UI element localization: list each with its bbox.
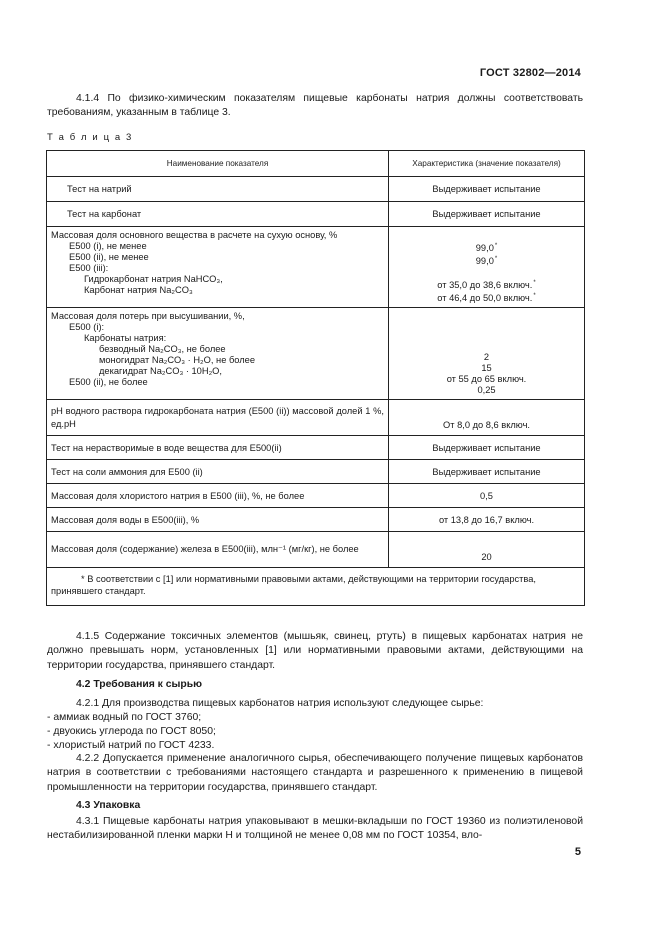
table-row	[47, 460, 585, 484]
row-subitem: Е500 (iii):	[69, 263, 109, 273]
row-subitem: Гидрокарбонат натрия NaHCO₃,	[84, 274, 223, 284]
row-name-multiline	[47, 227, 389, 308]
footnote-mark: *	[494, 256, 498, 263]
table-row	[47, 177, 585, 202]
paragraph-4-1-5: 4.1.5 Содержание токсичных элементов (мышьяк, свинец, ртуть) в пищевых карбонатах натрия не должно превышать норм, установленных [1] или нормативными правовыми актами, действующими на территории государства, принявшего стандарт.	[47, 631, 583, 671]
row-values-multiline	[389, 308, 585, 400]
row-subitem: Карбонаты натрия:	[84, 333, 167, 344]
paragraph-4-2-1: 4.2.1 Для производства пищевых карбонатов натрия используют следующее сырье:	[76, 698, 484, 709]
list-item: - аммиак водный по ГОСТ 3760;	[47, 712, 202, 723]
table-header-row	[47, 151, 585, 177]
row-subitem: моногидрат Na₂CO₃ · H₂O, не более	[99, 355, 256, 366]
paragraph-4-2-2: 4.2.2 Допускается применение аналогичного сырья, обеспечивающего получение пищевых карбонатов натрия в соответствии с требованиями настоящего стандарта и разрешенного к применению в пищевой промышленности на территории государства, принявшего стандарт.	[47, 753, 583, 793]
row-value: 15	[481, 363, 492, 374]
table-caption: Т а б л и ц а 3	[47, 132, 133, 143]
paragraph-4-3-1: 4.3.1 Пищевые карбонаты натрия упаковывают в мешки-вкладыши по ГОСТ 19360 из полиэтиленовой нестабилизированной пленки марки Н и толщиной не менее 0,08 мм по ГОСТ 10354, вло-	[47, 816, 583, 842]
row-subitem: Е500 (ii), не более	[69, 377, 148, 388]
row-name-multiline	[47, 308, 389, 400]
row-subitem: Карбонат натрия Na₂CO₃	[84, 285, 193, 295]
section-heading-4-3: 4.3 Упаковка	[76, 800, 141, 811]
table-row	[47, 484, 585, 508]
row-value: от 13,8 до 16,7 включ.	[389, 508, 585, 532]
indicators-table	[46, 150, 585, 606]
table-row	[47, 508, 585, 532]
row-value: Выдерживает испытание	[389, 436, 585, 460]
footnote-mark: *	[533, 293, 536, 300]
table-row	[47, 227, 585, 308]
list-item: - хлористый натрий по ГОСТ 4233.	[47, 740, 215, 751]
table-row	[47, 436, 585, 460]
row-name: рН водного раствора гидрокарбоната натрия (Е500 (ii)) массовой долей 1 %, ед.рН	[47, 400, 389, 436]
row-value: 20	[389, 532, 585, 568]
paragraph-4-1-4: 4.1.4 По физико-химическим показателям пищевые карбонаты натрия должны соответствовать требованиям, указанным в таблице 3.	[47, 93, 583, 119]
list-item: - двуокись углерода по ГОСТ 8050;	[47, 726, 216, 737]
row-subitem: Е500 (i), не менее	[69, 241, 147, 251]
row-name: Массовая доля хлористого натрия в Е500 (iii), %, не более	[47, 484, 389, 508]
column-header-name: Наименование показателя	[47, 151, 389, 177]
footnote-mark: *	[533, 280, 536, 287]
row-value: 0,25	[477, 385, 496, 396]
row-value: 99,0*	[475, 256, 498, 267]
row-value: От 8,0 до 8,6 включ.	[389, 400, 585, 436]
row-value: 99,0*	[475, 243, 498, 254]
table-footnote-row	[47, 568, 585, 606]
row-name: Массовая доля основного вещества в расчете на сухую основу, %	[51, 230, 338, 240]
row-value: от 55 до 65 включ.	[446, 374, 527, 385]
row-name: Тест на соли аммония для Е500 (ii)	[47, 460, 389, 484]
row-value: Выдерживает испытание	[389, 460, 585, 484]
row-name: Тест на нерастворимые в воде вещества для Е500(ii)	[47, 436, 389, 460]
row-name: Массовая доля потерь при высушивании, %,	[51, 311, 245, 322]
table-footnote: * В соответствии с [1] или нормативными правовыми актами, действующими на территории государства, принявшего стандарт.	[47, 568, 585, 606]
row-name: Массовая доля (содержание) железа в Е500(iii), млн⁻¹ (мг/кг), не более	[47, 532, 389, 568]
row-name: Массовая доля воды в Е500(iii), %	[47, 508, 389, 532]
row-subitem: Е500 (ii), не менее	[69, 252, 149, 262]
row-value: Выдерживает испытание	[389, 177, 585, 202]
row-value: 2	[483, 352, 490, 363]
row-name: Тест на карбонат	[47, 202, 389, 227]
row-name: Тест на натрий	[47, 177, 389, 202]
table-row	[47, 308, 585, 400]
row-subitem: декагидрат Na₂CO₃ · 10H₂O,	[99, 366, 222, 377]
table-row	[47, 532, 585, 568]
table-row	[47, 202, 585, 227]
column-header-value: Характеристика (значение показателя)	[389, 151, 585, 177]
row-values-multiline	[389, 227, 585, 308]
row-value: от 46,4 до 50,0 включ.*	[437, 293, 536, 304]
row-value: 0,5	[389, 484, 585, 508]
row-value: от 35,0 до 38,6 включ.*	[437, 280, 536, 291]
footnote-mark: *	[494, 243, 498, 249]
row-subitem: Е500 (i):	[69, 322, 105, 333]
row-value: Выдерживает испытание	[389, 202, 585, 227]
table-row	[47, 400, 585, 436]
page-number: 5	[574, 846, 581, 858]
row-subitem: безводный Na₂CO₃, не более	[99, 344, 226, 355]
document-code: ГОСТ 32802—2014	[479, 67, 581, 79]
section-heading-4-2: 4.2 Требования к сырью	[76, 679, 203, 690]
